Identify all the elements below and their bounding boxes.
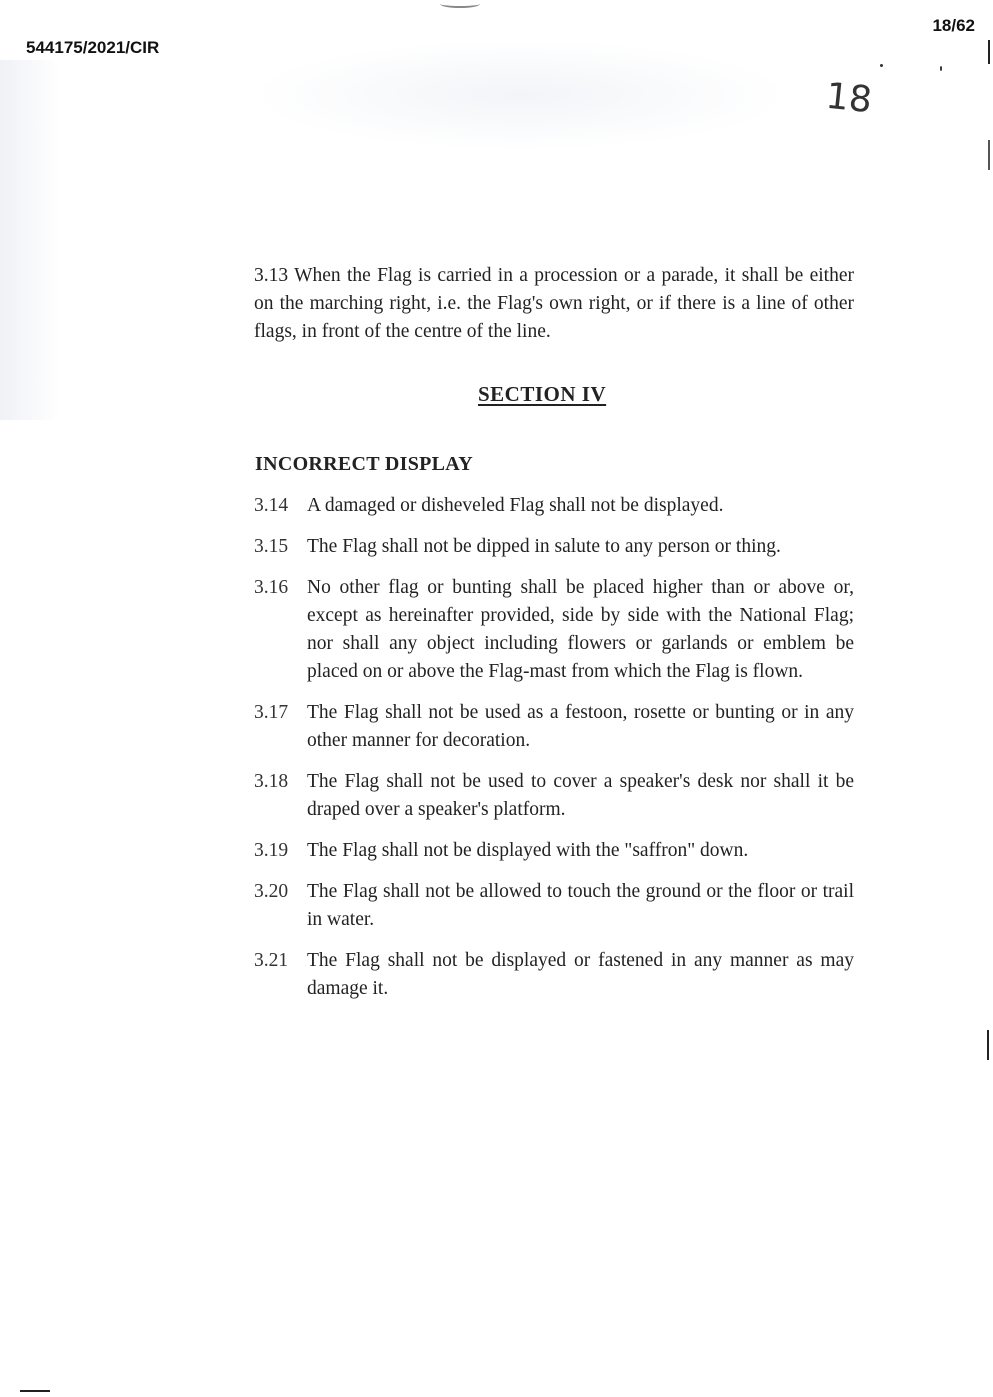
- clause-number: 3.16: [254, 577, 289, 598]
- scan-edge-line: [987, 1030, 989, 1060]
- section-subheading: INCORRECT DISPLAY: [255, 453, 473, 475]
- clause-text: The Flag shall not be displayed or fastened in any manner as may damage it.: [307, 950, 854, 999]
- list-item: [254, 837, 854, 865]
- clause-text: The Flag shall not be allowed to touch the ground or the floor or trail in water.: [307, 881, 854, 930]
- list-item: [254, 947, 854, 1003]
- scan-speck: [880, 64, 883, 67]
- clause-text: The Flag shall not be used to cover a speaker's desk nor shall it be draped over a speaker's platform.: [307, 771, 854, 820]
- clause-number: 3.20: [254, 881, 289, 902]
- intro-paragraph-container: [254, 262, 854, 346]
- clause-text: The Flag shall not be displayed with the "saffron" down.: [307, 840, 749, 861]
- list-item: [254, 533, 854, 561]
- list-item: [254, 699, 854, 755]
- handwritten-page-number: 18: [823, 75, 874, 122]
- list-item: [254, 878, 854, 934]
- page-counter: 18/62: [932, 16, 975, 35]
- document-id: 544175/2021/CIR: [26, 38, 160, 57]
- clause-number: 3.19: [254, 840, 289, 861]
- clause-text: No other flag or bunting shall be placed higher than or above or, except as hereinafter provided, side by side with the National Flag; nor shall any object including flowers or garlands or emblem be placed on or above the Flag-mast from which the Flag is flown.: [307, 577, 854, 682]
- scan-mark-bottom: [20, 1390, 50, 1392]
- scan-edge-line: [988, 40, 990, 64]
- clause-number: 3.21: [254, 950, 289, 971]
- scan-speck: [940, 66, 942, 71]
- list-item: [254, 768, 854, 824]
- clause-number: 3.18: [254, 771, 289, 792]
- scan-shadow-left: [0, 60, 60, 420]
- clause-number: 3.15: [254, 536, 289, 557]
- clause-number: 3.14: [254, 495, 289, 516]
- section-title: SECTION IV: [478, 382, 607, 406]
- clause-number: 3.17: [254, 702, 289, 723]
- scan-mark-top: [440, 0, 480, 8]
- clause-text: The Flag shall not be used as a festoon, rosette or bunting or in any other manner for decoration.: [307, 702, 854, 751]
- scan-shadow-top: [250, 40, 790, 150]
- clause-3-13: 3.13 When the Flag is carried in a procession or a parade, it shall be either on the marching right, i.e. the Flag's own right, or if there is a line of other flags, in front of the centre of the line.: [254, 265, 854, 342]
- clause-list: [254, 492, 854, 1016]
- clause-text: A damaged or disheveled Flag shall not be displayed.: [307, 495, 724, 516]
- scan-edge-line: [988, 140, 990, 170]
- list-item: [254, 492, 854, 520]
- list-item: [254, 574, 854, 686]
- clause-text: The Flag shall not be dipped in salute to any person or thing.: [307, 536, 781, 557]
